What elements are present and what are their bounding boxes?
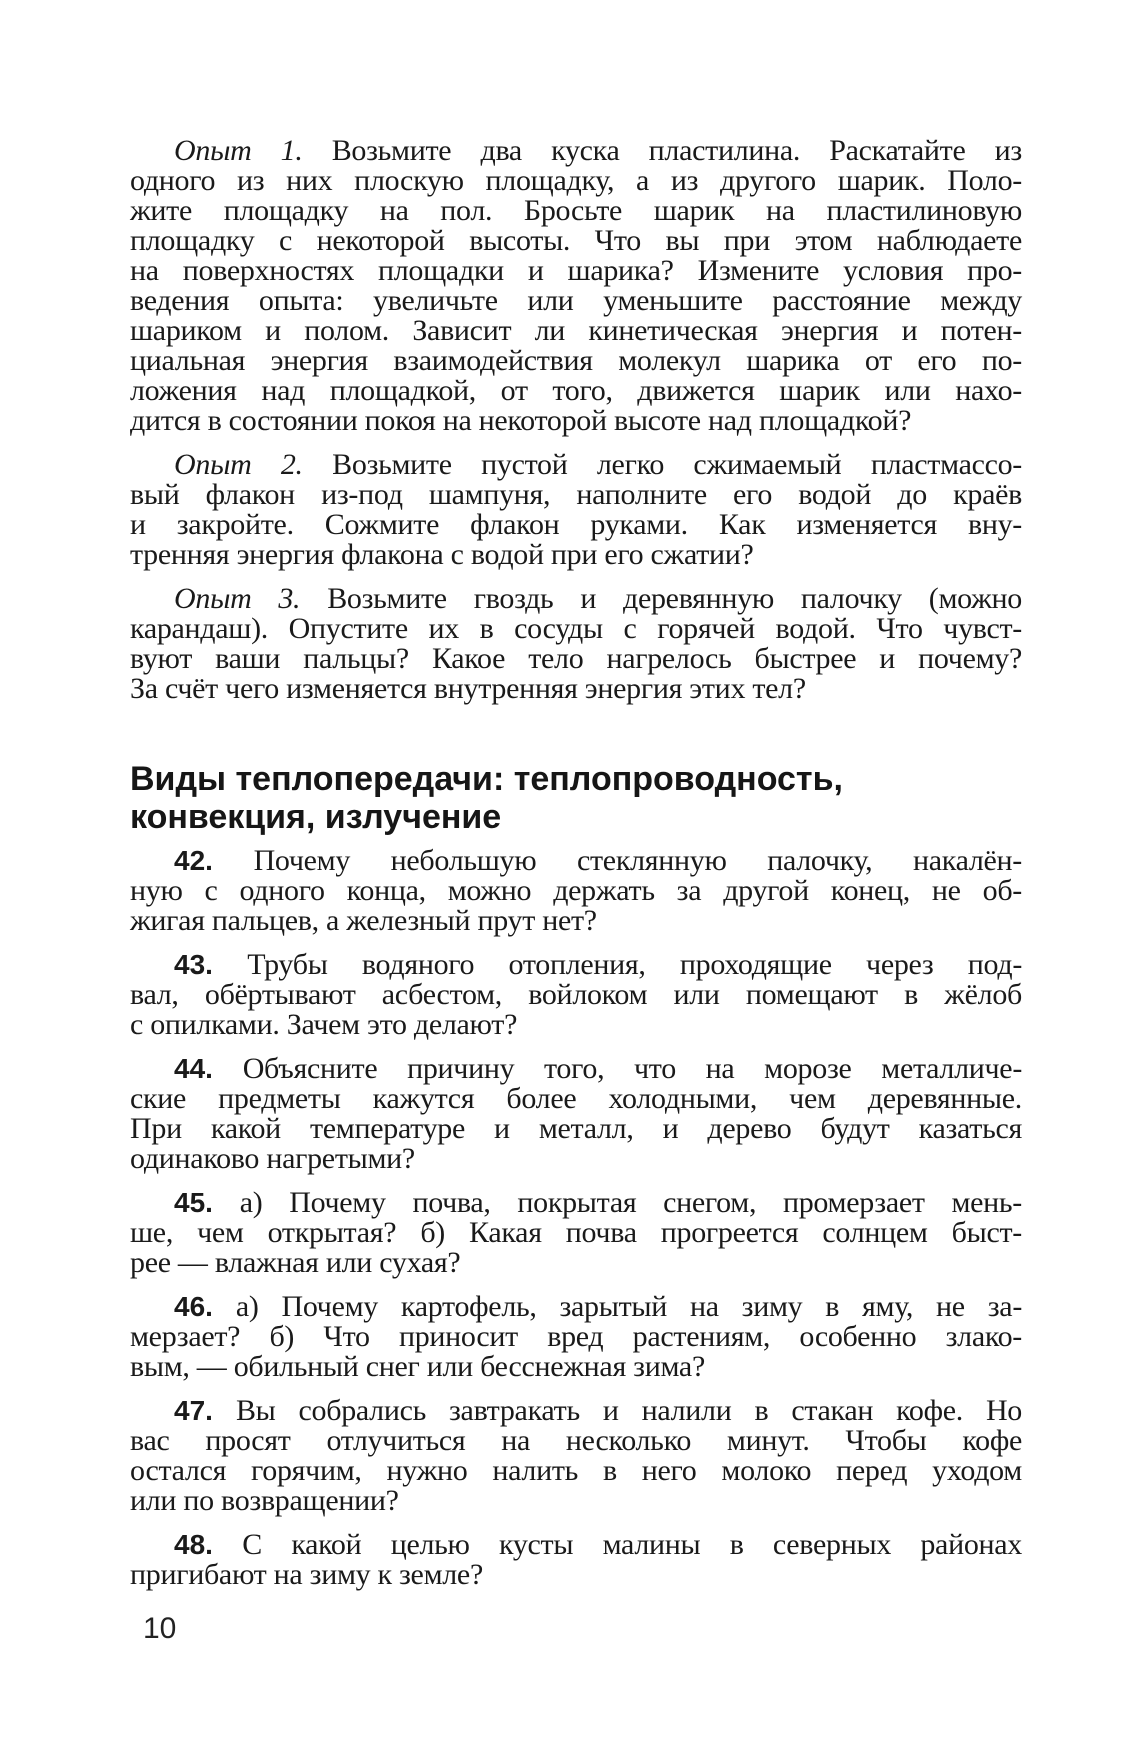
paragraph-line: одинаково нагретыми?	[130, 1142, 415, 1175]
experiment-2-label: Опыт 2.	[174, 448, 303, 481]
problem-43-number: 43.	[174, 949, 213, 980]
paragraph-text: С какой целью кусты малины в северных районах	[242, 1528, 1022, 1561]
paragraph-line: карандаш). Опустите их в сосуды с горячей водой. Что чувст-	[130, 612, 1022, 645]
paragraph-line: одного из них плоскую площадку, а из другого шарик. Поло-	[130, 164, 1022, 197]
paragraph-line: шариком и полом. Зависит ли кинетическая энергия и потен-	[130, 314, 1022, 347]
paragraph-line: жигая пальцев, а железный прут нет?	[130, 904, 597, 937]
paragraph-text: Трубы водяного отопления, проходящие через под-	[247, 948, 1023, 981]
experiment-1-label: Опыт 1.	[174, 134, 303, 167]
problem-48-paragraph	[130, 1530, 1022, 1590]
paragraph-line	[130, 950, 1022, 980]
paragraph-text: Почему небольшую стеклянную палочку, накалён-	[253, 844, 1022, 877]
section-heading-line-2: конвекция, излучение	[130, 798, 502, 836]
problem-45-paragraph	[130, 1188, 1022, 1278]
problem-44-paragraph	[130, 1054, 1022, 1174]
paragraph-line: и закройте. Сожмите флакон руками. Как изменяется вну-	[130, 508, 1022, 541]
paragraph-line: рее — влажная или сухая?	[130, 1246, 461, 1279]
paragraph-line: ную с одного конца, можно держать за другой конец, не об-	[130, 874, 1022, 907]
problems-block	[130, 846, 1022, 1590]
paragraph-line	[130, 846, 1022, 876]
section-heading-line-1: Виды теплопередачи: теплопроводность,	[130, 760, 843, 798]
section-heading	[130, 760, 1022, 836]
paragraph-line: тренняя энергия флакона с водой при его сжатии?	[130, 538, 754, 571]
paragraph-text: Вы собрались завтракать и налили в стакан кофе. Но	[235, 1394, 1023, 1427]
paragraph-line	[130, 1396, 1022, 1426]
paragraph-line	[130, 1292, 1022, 1322]
paragraph-line: вуют ваши пальцы? Какое тело нагрелось быстрее и почему?	[130, 642, 1022, 675]
experiment-2-paragraph	[130, 450, 1022, 570]
paragraph-text: Возьмите два куска пластилина. Раскатайте из	[331, 134, 1022, 167]
paragraph-line: ше, чем открытая? б) Какая почва прогреется солнцем быст-	[130, 1216, 1022, 1249]
paragraph-line: ведения опыта: увеличьте или уменьшите расстояние между	[130, 284, 1022, 317]
paragraph-line: вал, обёртывают асбестом, войлоком или помещают в жёлоб	[130, 978, 1022, 1011]
paragraph-line: или по возвращении?	[130, 1484, 399, 1517]
problem-45-number: 45.	[174, 1187, 213, 1218]
problem-43-paragraph	[130, 950, 1022, 1040]
paragraph-line: дится в состоянии покоя на некоторой высоте над площадкой?	[130, 404, 912, 437]
paragraph-line: ложения над площадкой, от того, движется шарик или нахо-	[130, 374, 1022, 407]
problem-42-number: 42.	[174, 845, 213, 876]
problem-46-paragraph	[130, 1292, 1022, 1382]
experiments-block	[130, 136, 1022, 704]
paragraph-line: пригибают на зиму к земле?	[130, 1558, 483, 1591]
problem-42-paragraph	[130, 846, 1022, 936]
paragraph-line	[130, 584, 1022, 614]
paragraph-line: вым, — обильный снег или бесснежная зима?	[130, 1350, 705, 1383]
experiment-1-paragraph	[130, 136, 1022, 436]
paragraph-line: циальная энергия взаимодействия молекул шарика от его по-	[130, 344, 1022, 377]
paragraph-line	[130, 1530, 1022, 1560]
paragraph-text: а) Почему картофель, зарытый на зиму в яму, не за-	[235, 1290, 1023, 1323]
paragraph-line: остался горячим, нужно налить в него молоко перед уходом	[130, 1454, 1022, 1487]
paragraph-line	[130, 136, 1022, 166]
problem-47-paragraph	[130, 1396, 1022, 1516]
experiment-3-label: Опыт 3.	[174, 582, 301, 615]
paragraph-line: площадку с некоторой высоты. Что вы при этом наблюдаете	[130, 224, 1022, 257]
paragraph-line	[130, 450, 1022, 480]
paragraph-line: ские предметы кажутся более холодными, чем деревянные.	[130, 1082, 1022, 1115]
paragraph-text: Объясните причину того, что на морозе металличе-	[242, 1052, 1023, 1085]
paragraph-line: За счёт чего изменяется внутренняя энергия этих тел?	[130, 672, 806, 705]
paragraph-text: Возьмите гвоздь и деревянную палочку (можно	[327, 582, 1022, 615]
paragraph-line: с опилками. Зачем это делают?	[130, 1008, 518, 1041]
paragraph-text: Возьмите пустой легко сжимаемый пластмассо-	[332, 448, 1023, 481]
problem-44-number: 44.	[174, 1053, 213, 1084]
paragraph-line	[130, 1188, 1022, 1218]
problem-46-number: 46.	[174, 1291, 213, 1322]
paragraph-line: вас просят отлучиться на несколько минут. Чтобы кофе	[130, 1424, 1022, 1457]
problem-48-number: 48.	[174, 1529, 213, 1560]
paragraph-line: При какой температуре и металл, и дерево будут казаться	[130, 1112, 1022, 1145]
paragraph-text: а) Почему почва, покрытая снегом, промерзает мень-	[239, 1186, 1022, 1219]
paragraph-line: мерзает? б) Что приносит вред растениям, особенно злако-	[130, 1320, 1022, 1353]
experiment-3-paragraph	[130, 584, 1022, 704]
paragraph-line: жите площадку на пол. Бросьте шарик на пластилиновую	[130, 194, 1022, 227]
paragraph-line: вый флакон из-под шампуня, наполните его водой до краёв	[130, 478, 1022, 511]
page-number: 10	[143, 1612, 177, 1645]
paragraph-line	[130, 1054, 1022, 1084]
paragraph-line: на поверхностях площадки и шарика? Измените условия про-	[130, 254, 1022, 287]
problem-47-number: 47.	[174, 1395, 213, 1426]
